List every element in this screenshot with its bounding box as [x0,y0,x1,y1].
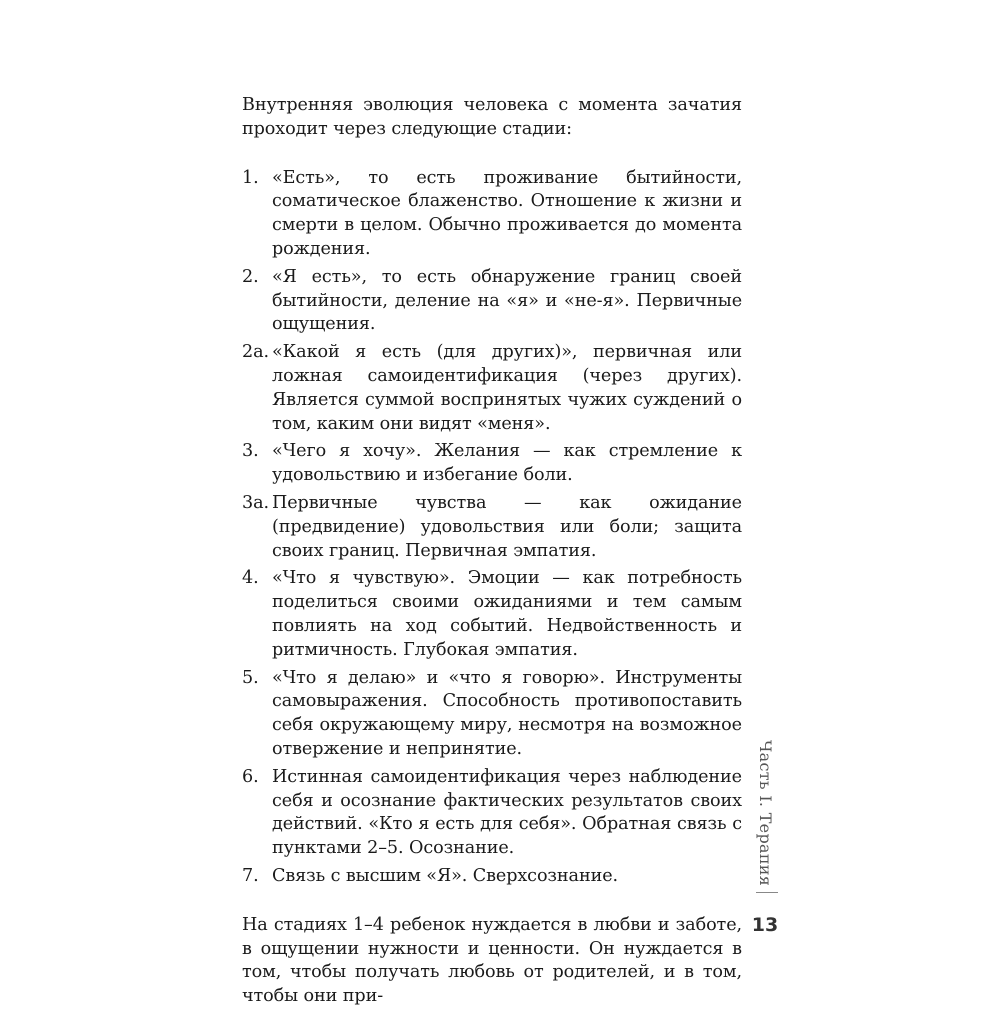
item-number: 3а. [242,492,269,513]
list-item [242,766,742,861]
item-number: 1. [242,167,259,188]
list-item [242,167,742,262]
main-text [242,94,742,1009]
item-number: 7. [242,865,259,886]
item-number: 5. [242,667,259,688]
running-head: Часть I. Терапия [756,740,775,887]
item-text: Истинная самоидентификация через наблюдение себя и осознание фактических результатов своих действий. «Кто я есть для себя». Обратная связь с пунктами 2–5. Осознание. [272,766,742,859]
list-item [242,567,742,662]
item-text: «Чего я хочу». Желания — как стремление к удовольствию и избегание боли. [272,441,742,486]
list-item [242,865,742,889]
page-number: 13 [751,914,779,936]
list-item [242,667,742,762]
item-number: 4. [242,568,259,589]
list-item [242,341,742,436]
closing-paragraph: На стадиях 1–4 ребенок нуждается в любви и заботе, в ощущении нужности и ценности. Он нуждается в том, чтобы получать любовь от родителей, и в том, чтобы они при- [242,914,742,1007]
list-item [242,266,742,337]
list-item [242,492,742,563]
item-text: «Что я делаю» и «что я говорю». Инструменты самовыражения. Способность противопоставить себя окружающему миру, несмотря на возможное отвержение и непринятие. [272,667,742,759]
list-item [242,440,742,488]
item-text: «Что я чувствую». Эмоции — как потребность поделиться своими ожиданиями и тем самым повлиять на ход событий. Недвойственность и ритмичность. Глубокая эмпатия. [272,568,742,660]
item-number: 2. [242,266,259,287]
item-text: Связь с высшим «Я». Сверхсознание. [272,865,619,886]
item-number: 6. [242,766,259,787]
stages-list [242,167,742,889]
item-number: 2а. [242,342,269,363]
item-text: «Я есть», то есть обнаружение границ своей бытийности, деление на «я» и «не-я». Первичные ощущения. [272,266,742,335]
item-text: Первичные чувства — как ожидание (предвидение) удовольствия или боли; защита своих границ. Первичная эмпатия. [272,492,742,561]
item-text: «Есть», то есть проживание бытийности, соматическое блаженство. Отношение к жизни и смерти в целом. Обычно проживается до момента рождения. [272,167,742,259]
item-text: «Какой я есть (для других)», первичная или ложная самоидентификация (через других). Является суммой воспринятых чужих суждений о том, каким они видят «меня». [272,342,742,434]
intro-paragraph: Внутренняя эволюция человека с момента зачатия проходит через следующие стадии: [242,95,742,139]
margin-rule [756,892,778,893]
item-number: 3. [242,441,259,462]
